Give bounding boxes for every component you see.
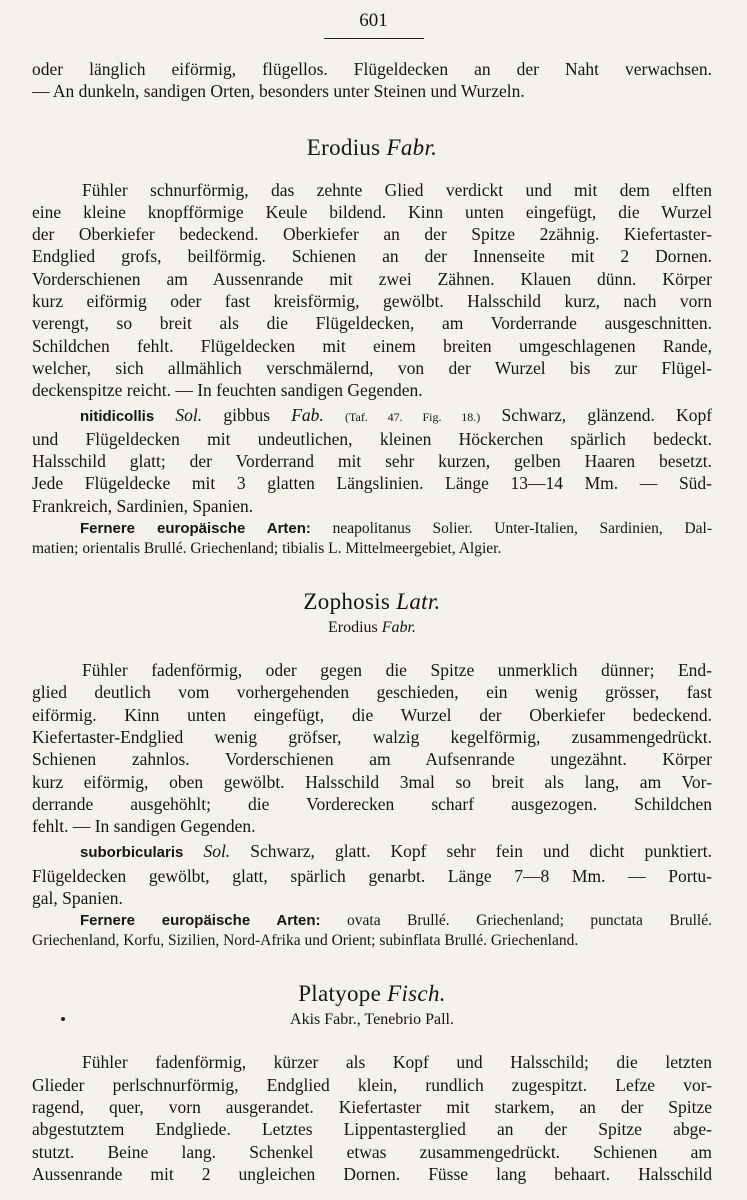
text-line: verengt, so breit als die Flügeldecken, am Vorderrande ausgeschnitten. [32, 313, 712, 334]
species-name: suborbicularis [80, 844, 184, 862]
text-line: matien; orientalis Brullé. Griechenland; tibialis L. Mittelmeergebiet, Algier. [32, 540, 502, 558]
text-line: und Flügeldecken mit undeutlichen, kleinen Höckerchen spärlich bedeckt. [32, 428, 712, 449]
more-species-erodius [32, 519, 712, 559]
text-line: gal, Spanien. [32, 888, 123, 909]
genus-heading-erodius [32, 135, 712, 161]
genus-author: Latr. [396, 589, 441, 615]
genus-description-platyope [32, 1051, 712, 1185]
text-line: eine kleine knopfförmige Keule bildend. Kinn unten eingefügt, die Wurzel [32, 201, 712, 222]
more-species-text: neapolitanus Solier. Unter-Italien, Sardinien, Dal- [332, 520, 712, 538]
more-species-label: Fernere europäische Arten: [80, 912, 321, 930]
genus-description-zophosis [32, 659, 712, 837]
synonym-author: Fabr. [381, 619, 416, 637]
text-line: kurz eiförmig, oben gewölbt. Halsschild 3mal so breit als lang, am Vor- [32, 771, 712, 792]
text-line: Halsschild glatt; der Vorderrand mit sehr kurzen, gelben Haaren besetzt. [32, 451, 712, 472]
text-line: Fühler fadenförmig, kürzer als Kopf und Halsschild; die letzten [82, 1052, 712, 1073]
text-line: Kiefertaster-Endglied wenig gröfser, walzig kegelförmig, zusammengedrückt. [32, 726, 712, 747]
page-number-rule [324, 38, 424, 39]
species-text: Schwarz, glänzend. Kopf [501, 404, 713, 425]
more-species-label: Fernere europäische Arten: [80, 520, 311, 538]
text-line: stutzt. Beine lang. Schenkel etwas zusammengedrückt. Schienen am [32, 1141, 712, 1162]
genus-name: Erodius [306, 134, 381, 160]
text-line: Fühler schnurförmig, das zehnte Glied verdickt und mit dem elften [82, 179, 712, 200]
text-line: eiförmig. Kinn unten eingefügt, die Wurzel der Oberkiefer bedeckend. [32, 704, 712, 725]
text-line: Jede Flügeldecke mit 3 glatten Längslinien. Länge 13—14 Mm. — Süd- [32, 473, 712, 494]
genus-name: Platyope [298, 981, 382, 1007]
more-species-text: ovata Brullé. Griechenland; punctata Brullé. [347, 912, 712, 930]
species-author: Sol. [175, 404, 203, 425]
text-line [32, 840, 712, 864]
text-line: kurz eiförmig oder fast kreisförmig, gewölbt. Halsschild kurz, nach vorn [32, 291, 712, 312]
text-line [32, 404, 712, 428]
text-line: ragend, quer, vorn ausgerandet. Kiefertaster mit starkem, an der Spitze [32, 1096, 712, 1117]
text-line: Griechenland, Korfu, Sizilien, Nord-Afrika und Orient; subinflata Brullé. Griechenland. [32, 932, 579, 950]
genus-author: Fisch. [387, 981, 446, 1007]
text-line: deckenspitze reicht. — In feuchten sandigen Gegenden. [32, 380, 423, 401]
text-line: Schildchen fehlt. Flügeldecken mit einem breiten umgeschlagenen Rande, [32, 335, 712, 356]
genus-synonym-platyope: Akis Fabr., Tenebrio Pall. [290, 1011, 454, 1029]
page-number: 601 [359, 10, 388, 31]
species-synonym: gibbus [223, 404, 271, 425]
species-text: Schwarz, glatt. Kopf sehr fein und dicht punktiert. [250, 841, 713, 862]
text-line [32, 519, 712, 539]
text-line: der Oberkiefer bedeckend. Oberkiefer an der Spitze 2zähnig. Kiefertaster- [32, 224, 712, 245]
text-line [32, 911, 712, 931]
genus-description-erodius [32, 179, 712, 402]
more-species-zophosis [32, 911, 712, 951]
species-synonym-author: Fab. [291, 404, 324, 425]
genus-heading-zophosis [32, 589, 712, 615]
text-line: Frankreich, Sardinien, Spanien. [32, 495, 254, 516]
synonym-name: Erodius [327, 619, 378, 637]
text-line: abgestutztem Endgliede. Letztes Lippentasterglied an der Spitze abge- [32, 1119, 712, 1140]
text-line: fehlt. — In sandigen Gegenden. [32, 816, 256, 837]
text-line: Schienen zahnlos. Vorderschienen am Aufsenrande ungezähnt. Körper [32, 749, 712, 770]
text-line: oder länglich eiförmig, flügellos. Flügeldecken an der Naht verwachsen. [32, 59, 712, 79]
species-author: Sol. [203, 841, 231, 862]
page-body [32, 58, 712, 1185]
text-line: Flügeldecken gewölbt, glatt, spärlich genarbt. Länge 7—8 Mm. — Portu- [32, 865, 712, 886]
text-line: Endglied grofs, beilförmig. Schienen an der Innenseite mit 2 Dornen. [32, 246, 712, 267]
text-line: Fühler fadenförmig, oder gegen die Spitze unmerklich dünner; End- [82, 660, 712, 681]
text-line: glied deutlich vom vorhergehenden geschieden, ein wenig grösser, fast [32, 682, 712, 703]
genus-heading-platyope [32, 981, 712, 1007]
text-line: — An dunkeln, sandigen Orten, besonders unter Steinen und Wurzeln. [32, 81, 525, 102]
genus-author: Fabr. [386, 134, 438, 160]
species-entry-suborbicularis [32, 840, 712, 909]
text-line: Glieder perlschnurförmig, Endglied klein, rundlich zugespitzt. Lefze vor- [32, 1074, 712, 1095]
intro-paragraph [32, 58, 712, 103]
species-entry-nitidicollis [32, 404, 712, 517]
text-line: welcher, sich allmählich verschmälernd, von der Wurzel bis zur Flügel- [32, 357, 712, 378]
species-name: nitidicollis [80, 407, 155, 425]
plate-reference: (Taf. 47. Fig. 18.) [345, 409, 481, 424]
text-line: Vorderschienen am Aussenrande mit zwei Zähnen. Klauen dünn. Körper [32, 268, 712, 289]
text-line: derrande ausgehöhlt; die Vorderecken scharf ausgezogen. Schildchen [32, 793, 712, 814]
genus-synonym-zophosis [32, 619, 712, 637]
text-line: Aussenrande mit 2 ungleichen Dornen. Füsse lang behaart. Halsschild [32, 1163, 712, 1184]
genus-name: Zophosis [303, 589, 391, 615]
ink-speck [61, 1017, 65, 1021]
